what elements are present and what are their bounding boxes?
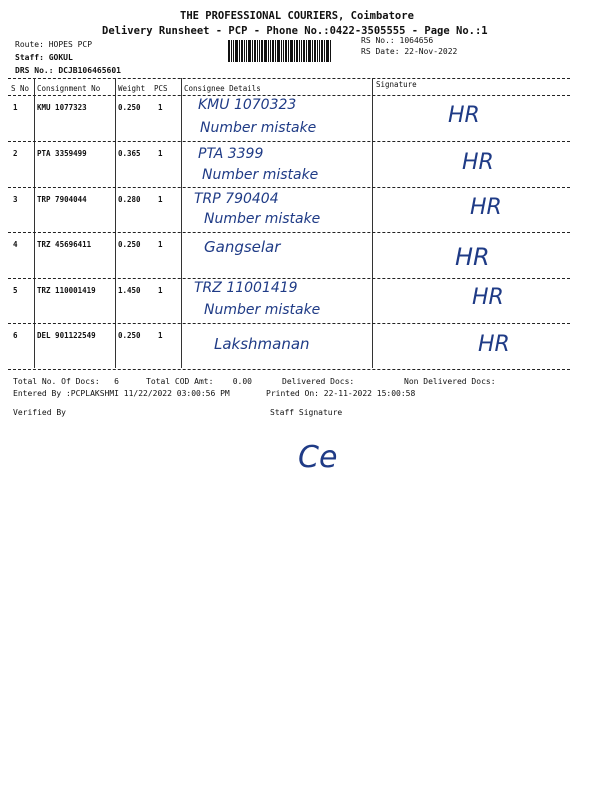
row-pcs: 1 <box>158 331 163 340</box>
route-label: Route: HOPES PCP <box>15 40 93 49</box>
row-divider <box>8 323 570 324</box>
row-sno: 3 <box>13 195 18 204</box>
row-pcs: 1 <box>158 240 163 249</box>
drs-number: DRS No.: DCJB106465601 <box>15 66 121 75</box>
col-consignee-details: Consignee Details <box>184 84 261 93</box>
staff-label: Staff: GOKUL <box>15 53 73 62</box>
printed-on: Printed On: 22-11-2022 15:00:58 <box>266 389 416 398</box>
row-details-note: Number mistake <box>200 120 317 136</box>
company-name: THE PROFESSIONAL COURIERS, Coimbatore <box>180 10 414 22</box>
row-weight: 0.250 <box>118 240 141 249</box>
row-details-note: Number mistake <box>204 211 321 227</box>
col-sno: S No <box>11 84 30 93</box>
row-consignment: TRZ 110001419 <box>37 286 96 295</box>
row-weight: 0.280 <box>118 195 141 204</box>
row-consignment: TRP 7904044 <box>37 195 87 204</box>
row-sno: 5 <box>13 286 18 295</box>
entered-by: Entered By :PCPLAKSHMI 11/22/2022 03:00:56 PM <box>13 389 230 398</box>
col-divider <box>115 78 116 368</box>
row-details-handwritten: KMU 1070323 <box>198 97 297 113</box>
row-sno: 1 <box>13 103 18 112</box>
row-weight: 0.250 <box>118 103 141 112</box>
row-details-note: Number mistake <box>204 302 321 318</box>
col-signature: Signature <box>376 80 417 89</box>
total-cod: Total COD Amt: 0.00 <box>146 377 252 386</box>
barcode-image <box>228 40 354 62</box>
col-weight: Weight <box>118 84 146 93</box>
row-details-handwritten: TRP 790404 <box>194 191 279 207</box>
staff-signature-handwritten: Ce <box>298 440 338 475</box>
col-divider <box>181 78 182 368</box>
rs-number: RS No.: 1064656 <box>361 36 434 45</box>
row-divider <box>8 187 570 188</box>
row-pcs: 1 <box>158 195 163 204</box>
row-pcs: 1 <box>158 103 163 112</box>
row-details-handwritten: Lakshmanan <box>214 335 310 353</box>
row-divider <box>8 141 570 142</box>
row-sno: 4 <box>13 240 18 249</box>
row-signature: HR <box>478 332 510 357</box>
col-divider <box>372 78 373 368</box>
row-details-handwritten: TRZ 11001419 <box>194 280 298 296</box>
row-signature: HR <box>462 150 494 175</box>
table-top-rule <box>8 78 570 79</box>
row-consignment: DEL 901122549 <box>37 331 96 340</box>
col-consignment: Consignment No <box>37 84 101 93</box>
delivered-docs: Delivered Docs: <box>282 377 355 386</box>
col-pcs: PCS <box>154 84 168 93</box>
row-details-note: Number mistake <box>202 167 319 183</box>
row-signature: HR <box>455 243 490 271</box>
total-docs: Total No. Of Docs: 6 <box>13 377 119 386</box>
row-pcs: 1 <box>158 286 163 295</box>
row-pcs: 1 <box>158 149 163 158</box>
row-consignment: KMU 1077323 <box>37 103 87 112</box>
non-delivered-docs: Non Delivered Docs: <box>404 377 496 386</box>
row-details-handwritten: PTA 3399 <box>198 146 264 162</box>
header-bottom-rule <box>8 95 570 96</box>
row-sno: 6 <box>13 331 18 340</box>
table-bottom-rule <box>8 369 570 370</box>
row-signature: HR <box>470 195 502 220</box>
row-signature: HR <box>472 285 504 310</box>
row-consignment: TRZ 45696411 <box>37 240 92 249</box>
row-sno: 2 <box>13 149 18 158</box>
col-divider <box>34 78 35 368</box>
row-weight: 1.450 <box>118 286 141 295</box>
runsheet-subtitle: Delivery Runsheet - PCP - Phone No.:0422-3505555 - Page No.:1 <box>102 25 488 37</box>
row-divider <box>8 232 570 233</box>
staff-signature-label: Staff Signature <box>270 408 343 417</box>
row-weight: 0.365 <box>118 149 141 158</box>
rs-date: RS Date: 22-Nov-2022 <box>361 47 458 56</box>
row-divider <box>8 278 570 279</box>
row-consignment: PTA 3359499 <box>37 149 87 158</box>
row-weight: 0.250 <box>118 331 141 340</box>
row-signature: HR <box>448 103 480 128</box>
row-details-handwritten: Gangselar <box>204 238 281 256</box>
verified-by-label: Verified By <box>13 408 66 417</box>
